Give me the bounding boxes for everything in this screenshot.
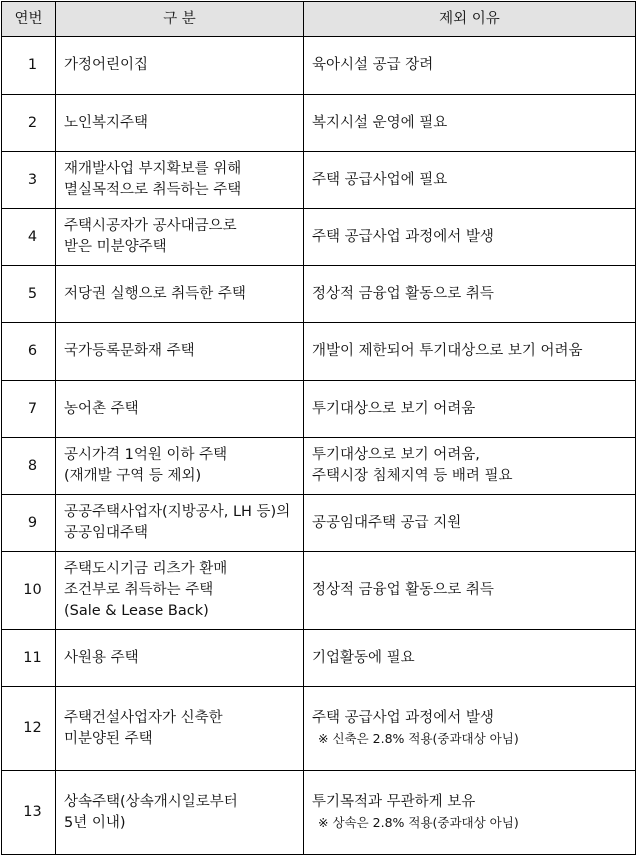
row-number: 4 xyxy=(2,209,56,266)
table-row xyxy=(2,95,636,152)
table-row xyxy=(2,152,636,209)
row-category: 상속주택(상속개시일로부터 5년 이내) xyxy=(56,771,304,855)
row-category: 저당권 실행으로 취득한 주택 xyxy=(56,266,304,323)
row-reason: 주택 공급사업에 필요 xyxy=(304,152,636,209)
table-row xyxy=(2,495,636,552)
row-number: 8 xyxy=(2,438,56,495)
row-number: 6 xyxy=(2,323,56,381)
row-reason: 공공임대주택 공급 지원 xyxy=(304,495,636,552)
table-row xyxy=(2,552,636,630)
row-reason-cell xyxy=(304,771,636,855)
table-row xyxy=(2,266,636,323)
header-category: 구 분 xyxy=(56,2,304,37)
row-category: 공공주택사업자(지방공사, LH 등)의 공공임대주택 xyxy=(56,495,304,552)
row-reason: 개발이 제한되어 투기대상으로 보기 어려움 xyxy=(304,323,636,381)
row-number: 3 xyxy=(2,152,56,209)
row-category: 국가등록문화재 주택 xyxy=(56,323,304,381)
row-number: 12 xyxy=(2,687,56,771)
row-reason: 복지시설 운영에 필요 xyxy=(304,95,636,152)
row-number: 10 xyxy=(2,552,56,630)
row-number: 13 xyxy=(2,771,56,855)
header-reason: 제외 이유 xyxy=(304,2,636,37)
table-row xyxy=(2,209,636,266)
table-row xyxy=(2,323,636,381)
row-category: 가정어린이집 xyxy=(56,37,304,95)
row-category: 주택건설사업자가 신축한 미분양된 주택 xyxy=(56,687,304,771)
table-row xyxy=(2,687,636,771)
table-row xyxy=(2,37,636,95)
header-no: 연번 xyxy=(2,2,56,37)
row-reason: 주택 공급사업 과정에서 발생 xyxy=(304,209,636,266)
row-reason: 정상적 금융업 활동으로 취득 xyxy=(304,266,636,323)
row-reason: 투기대상으로 보기 어려움 xyxy=(304,381,636,438)
row-category: 주택시공자가 공사대금으로 받은 미분양주택 xyxy=(56,209,304,266)
table-row xyxy=(2,630,636,687)
row-category: 노인복지주택 xyxy=(56,95,304,152)
row-category: 사원용 주택 xyxy=(56,630,304,687)
table-row xyxy=(2,381,636,438)
row-reason-cell xyxy=(304,687,636,771)
row-category: 재개발사업 부지확보를 위해 멸실목적으로 취득하는 주택 xyxy=(56,152,304,209)
row-reason: 정상적 금융업 활동으로 취득 xyxy=(304,552,636,630)
row-reason: 투기대상으로 보기 어려움, 주택시장 침체지역 등 배려 필요 xyxy=(304,438,636,495)
row-number: 1 xyxy=(2,37,56,95)
exclusion-table xyxy=(1,1,636,855)
row-number: 2 xyxy=(2,95,56,152)
row-reason: 주택 공급사업 과정에서 발생 xyxy=(312,710,494,726)
row-category: 농어촌 주택 xyxy=(56,381,304,438)
row-number: 9 xyxy=(2,495,56,552)
row-note: ※ 상속은 2.8% 적용(중과대상 아님) xyxy=(318,815,519,830)
row-reason: 기업활동에 필요 xyxy=(304,630,636,687)
table-row xyxy=(2,771,636,855)
table-header-row xyxy=(2,2,636,37)
row-reason: 육아시설 공급 장려 xyxy=(304,37,636,95)
table-row xyxy=(2,438,636,495)
row-note: ※ 신축은 2.8% 적용(중과대상 아님) xyxy=(318,731,519,746)
row-number: 5 xyxy=(2,266,56,323)
row-number: 7 xyxy=(2,381,56,438)
row-number: 11 xyxy=(2,630,56,687)
row-reason: 투기목적과 무관하게 보유 xyxy=(312,794,476,810)
row-category: 주택도시기금 리츠가 환매 조건부로 취득하는 주택 (Sale & Lease Back) xyxy=(56,552,304,630)
row-category: 공시가격 1억원 이하 주택 (재개발 구역 등 제외) xyxy=(56,438,304,495)
